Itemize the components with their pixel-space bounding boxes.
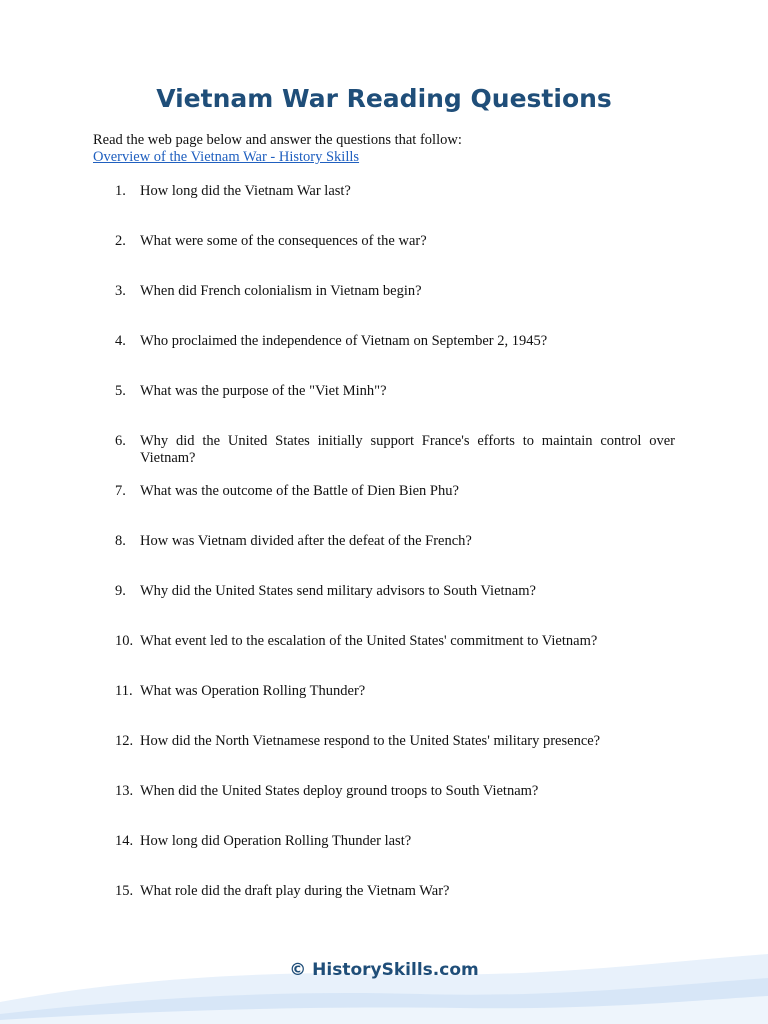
question-text: When did French colonialism in Vietnam begin? bbox=[140, 283, 422, 299]
question-number: 13. bbox=[115, 783, 134, 799]
question-item bbox=[115, 483, 675, 500]
intro bbox=[93, 132, 462, 166]
question-item bbox=[115, 433, 675, 467]
question-text: What was the outcome of the Battle of Dien Bien Phu? bbox=[140, 483, 459, 499]
question-item bbox=[115, 583, 675, 600]
question-number: 5. bbox=[115, 383, 126, 399]
question-item bbox=[115, 783, 675, 800]
question-item bbox=[115, 183, 675, 200]
question-text: What role did the draft play during the Vietnam War? bbox=[140, 883, 450, 899]
question-item bbox=[115, 383, 675, 400]
question-number: 9. bbox=[115, 583, 126, 599]
question-item bbox=[115, 883, 675, 900]
footer-wave-decoration bbox=[0, 940, 768, 1024]
question-number: 12. bbox=[115, 733, 134, 749]
question-text: How did the North Vietnamese respond to the United States' military presence? bbox=[140, 733, 601, 749]
question-number: 3. bbox=[115, 283, 126, 299]
intro-text: Read the web page below and answer the questions that follow: bbox=[93, 132, 462, 148]
question-item bbox=[115, 283, 675, 300]
question-item bbox=[115, 833, 675, 850]
question-item bbox=[115, 533, 675, 550]
page-title: Vietnam War Reading Questions bbox=[156, 84, 612, 113]
question-number: 7. bbox=[115, 483, 126, 499]
question-number: 6. bbox=[115, 433, 126, 449]
source-link[interactable]: Overview of the Vietnam War - History Skills bbox=[93, 149, 360, 165]
question-number: 15. bbox=[115, 883, 134, 899]
question-number: 11. bbox=[115, 683, 133, 699]
question-number: 14. bbox=[115, 833, 134, 849]
question-number: 4. bbox=[115, 333, 126, 349]
question-text: Who proclaimed the independence of Vietnam on September 2, 1945? bbox=[140, 333, 548, 349]
question-text: Why did the United States initially support France's efforts to maintain control over Vietnam? bbox=[140, 433, 675, 466]
question-list bbox=[115, 183, 675, 933]
question-text: How was Vietnam divided after the defeat of the French? bbox=[140, 533, 472, 549]
question-item bbox=[115, 733, 675, 750]
question-text: What event led to the escalation of the United States' commitment to Vietnam? bbox=[140, 633, 598, 649]
question-text: How long did the Vietnam War last? bbox=[140, 183, 351, 199]
question-item bbox=[115, 333, 675, 350]
footer-brand: © HistorySkills.com bbox=[289, 960, 479, 980]
question-number: 8. bbox=[115, 533, 126, 549]
question-item bbox=[115, 683, 675, 700]
question-number: 10. bbox=[115, 633, 134, 649]
question-text: What was the purpose of the "Viet Minh"? bbox=[140, 383, 387, 399]
question-number: 2. bbox=[115, 233, 126, 249]
question-item bbox=[115, 633, 675, 650]
question-item bbox=[115, 233, 675, 250]
question-text: When did the United States deploy ground troops to South Vietnam? bbox=[140, 783, 539, 799]
question-text: Why did the United States send military advisors to South Vietnam? bbox=[140, 583, 536, 599]
question-number: 1. bbox=[115, 183, 126, 199]
question-text: How long did Operation Rolling Thunder last? bbox=[140, 833, 412, 849]
question-text: What were some of the consequences of the war? bbox=[140, 233, 427, 249]
question-text: What was Operation Rolling Thunder? bbox=[140, 683, 366, 699]
